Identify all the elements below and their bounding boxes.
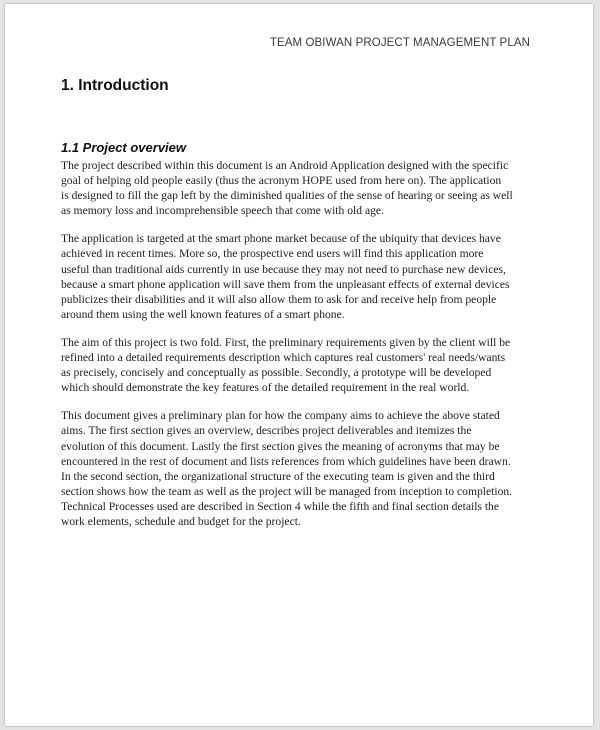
subsection-title: 1.1 Project overview	[61, 140, 187, 155]
document-page	[5, 4, 593, 726]
section-title: 1. Introduction	[61, 77, 169, 94]
body-text	[61, 158, 539, 542]
paragraph-market: The application is targeted at the smart phone market because of the ubiquity that devices have achieved in recent times. More so, the prospective end users will find this application more useful than traditional aids currently in use because they may not need to purchase new devices, because a smart phone application will save them from the unpleasant effects of external devices publicizes their disabilities and it will also allow them to ask for and receive help from people around them using the well known features of a smart phone.	[61, 232, 510, 321]
running-header: TEAM OBIWAN PROJECT MANAGEMENT PLAN	[269, 37, 530, 49]
paragraph-overview: The project described within this document is an Android Application designed with the specific goal of helping old people easily (thus the acronym HOPE used from here on). The application is designed to fill the gap left by the diminished qualities of the sense of hearing or seeing as well as memory loss and incomprehensible speech that come with old age.	[61, 159, 513, 218]
paragraph-document-structure: This document gives a preliminary plan for how the company aims to achieve the above stated aims. The first section gives an overview, describes project deliverables and itemizes the evolution of this document. Lastly the first section gives the meaning of acronyms that may be encountered in the rest of document and lists references from which guidelines have been drawn. In the second section, the organizational structure of the executing team is given and the third section shows how the team as well as the project will be managed from inception to completion. Technical Processes used are described in Section 4 while the fifth and final section details the work elements, schedule and budget for the project.	[61, 409, 513, 528]
paragraph-aim: The aim of this project is two fold. First, the preliminary requirements given by the client will be refined into a detailed requirements description which captures real customers' real needs/wants as precisely, concisely and conceptually as possible. Secondly, a prototype will be developed which should demonstrate the key features of the detailed requirement in the real world.	[61, 335, 511, 395]
